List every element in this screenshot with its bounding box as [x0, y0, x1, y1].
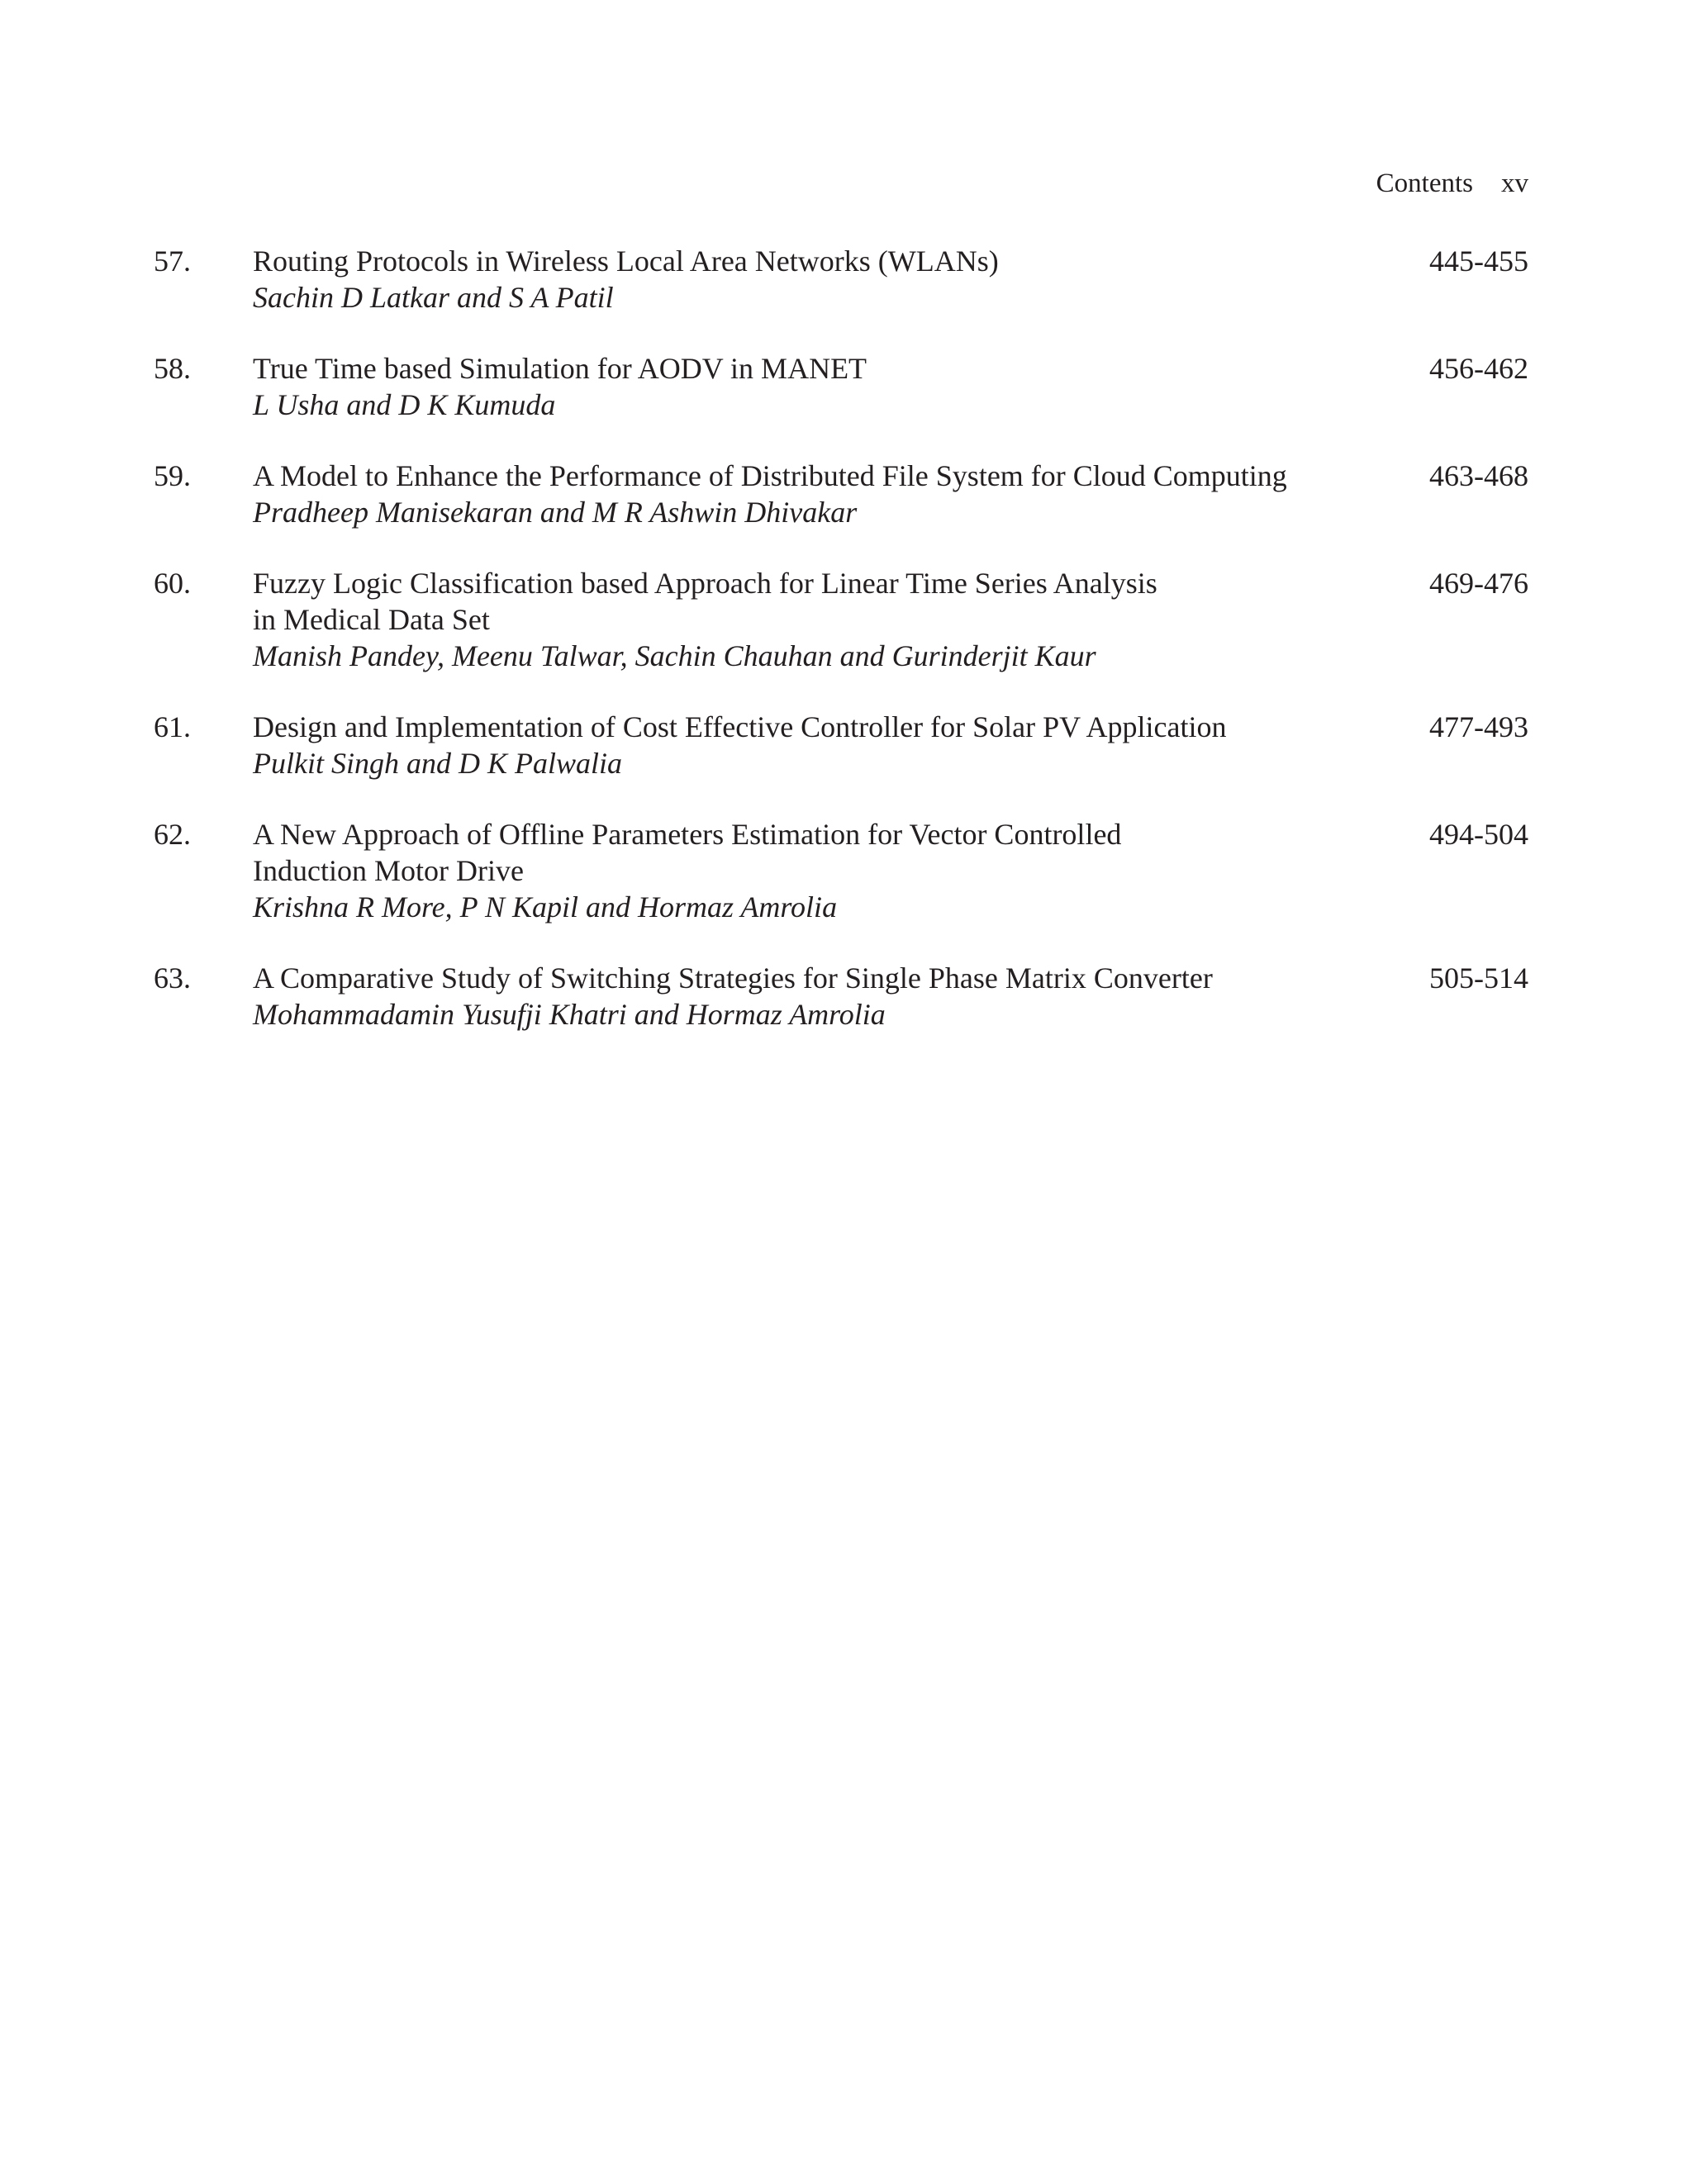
entry-title — [253, 458, 1360, 494]
running-head-section: Contents — [1376, 169, 1473, 198]
toc-entry — [154, 458, 1528, 530]
toc-entry — [154, 709, 1528, 781]
entry-number: 63. — [154, 961, 191, 995]
entry-page-range: 505-514 — [1429, 961, 1528, 995]
entry-page-range: 477-493 — [1429, 710, 1528, 743]
entry-number: 57. — [154, 245, 191, 278]
toc-entry — [154, 350, 1528, 423]
entry-title-line: Routing Protocols in Wireless Local Area Networks (WLANs) — [253, 245, 999, 278]
entry-number: 61. — [154, 710, 191, 743]
entry-title-line: Induction Motor Drive — [253, 854, 524, 887]
entry-number: 58. — [154, 352, 191, 385]
entry-title — [253, 709, 1360, 745]
running-head — [1376, 165, 1528, 202]
entry-title — [253, 243, 1360, 279]
entry-body — [253, 960, 1360, 1033]
toc-entry — [154, 960, 1528, 1033]
entry-title — [253, 816, 1360, 889]
entry-title-line: True Time based Simulation for AODV in MANET — [253, 352, 867, 385]
entry-authors: Pulkit Singh and D K Palwalia — [253, 747, 622, 780]
entry-body — [253, 458, 1360, 530]
entry-number: 59. — [154, 459, 191, 492]
entry-authors: Krishna R More, P N Kapil and Hormaz Amrolia — [253, 890, 838, 923]
entry-title-line: in Medical Data Set — [253, 603, 490, 636]
entry-title-line: A Model to Enhance the Performance of Distributed File System for Cloud Computing — [253, 459, 1287, 492]
toc-entry — [154, 565, 1528, 674]
entry-body — [253, 709, 1360, 781]
entry-number: 62. — [154, 818, 191, 851]
entry-body — [253, 243, 1360, 316]
entry-title-line: A Comparative Study of Switching Strategies for Single Phase Matrix Converter — [253, 961, 1213, 995]
entry-authors: Manish Pandey, Meenu Talwar, Sachin Chauhan and Gurinderjit Kaur — [253, 639, 1096, 672]
entry-body — [253, 816, 1360, 925]
entry-body — [253, 565, 1360, 674]
toc-entry — [154, 243, 1528, 316]
entry-authors: Pradheep Manisekaran and M R Ashwin Dhivakar — [253, 496, 858, 529]
entry-authors: L Usha and D K Kumuda — [253, 388, 556, 421]
entry-body — [253, 350, 1360, 423]
table-of-contents — [154, 243, 1528, 1067]
entry-page-range: 469-476 — [1429, 567, 1528, 600]
entry-title — [253, 350, 1360, 387]
entry-title — [253, 960, 1360, 996]
entry-title-line: Fuzzy Logic Classification based Approach for Linear Time Series Analysis — [253, 567, 1157, 600]
toc-entry — [154, 816, 1528, 925]
entry-title-line: Design and Implementation of Cost Effective Controller for Solar PV Application — [253, 710, 1227, 743]
entry-title — [253, 565, 1360, 638]
entry-page-range: 456-462 — [1429, 352, 1528, 385]
entry-page-range: 463-468 — [1429, 459, 1528, 492]
entry-authors: Mohammadamin Yusufji Khatri and Hormaz Amrolia — [253, 998, 886, 1031]
entry-title-line: A New Approach of Offline Parameters Estimation for Vector Controlled — [253, 818, 1122, 851]
entry-page-range: 494-504 — [1429, 818, 1528, 851]
page-number: xv — [1501, 169, 1528, 198]
entry-number: 60. — [154, 567, 191, 600]
entry-authors: Sachin D Latkar and S A Patil — [253, 281, 614, 314]
entry-page-range: 445-455 — [1429, 245, 1528, 278]
